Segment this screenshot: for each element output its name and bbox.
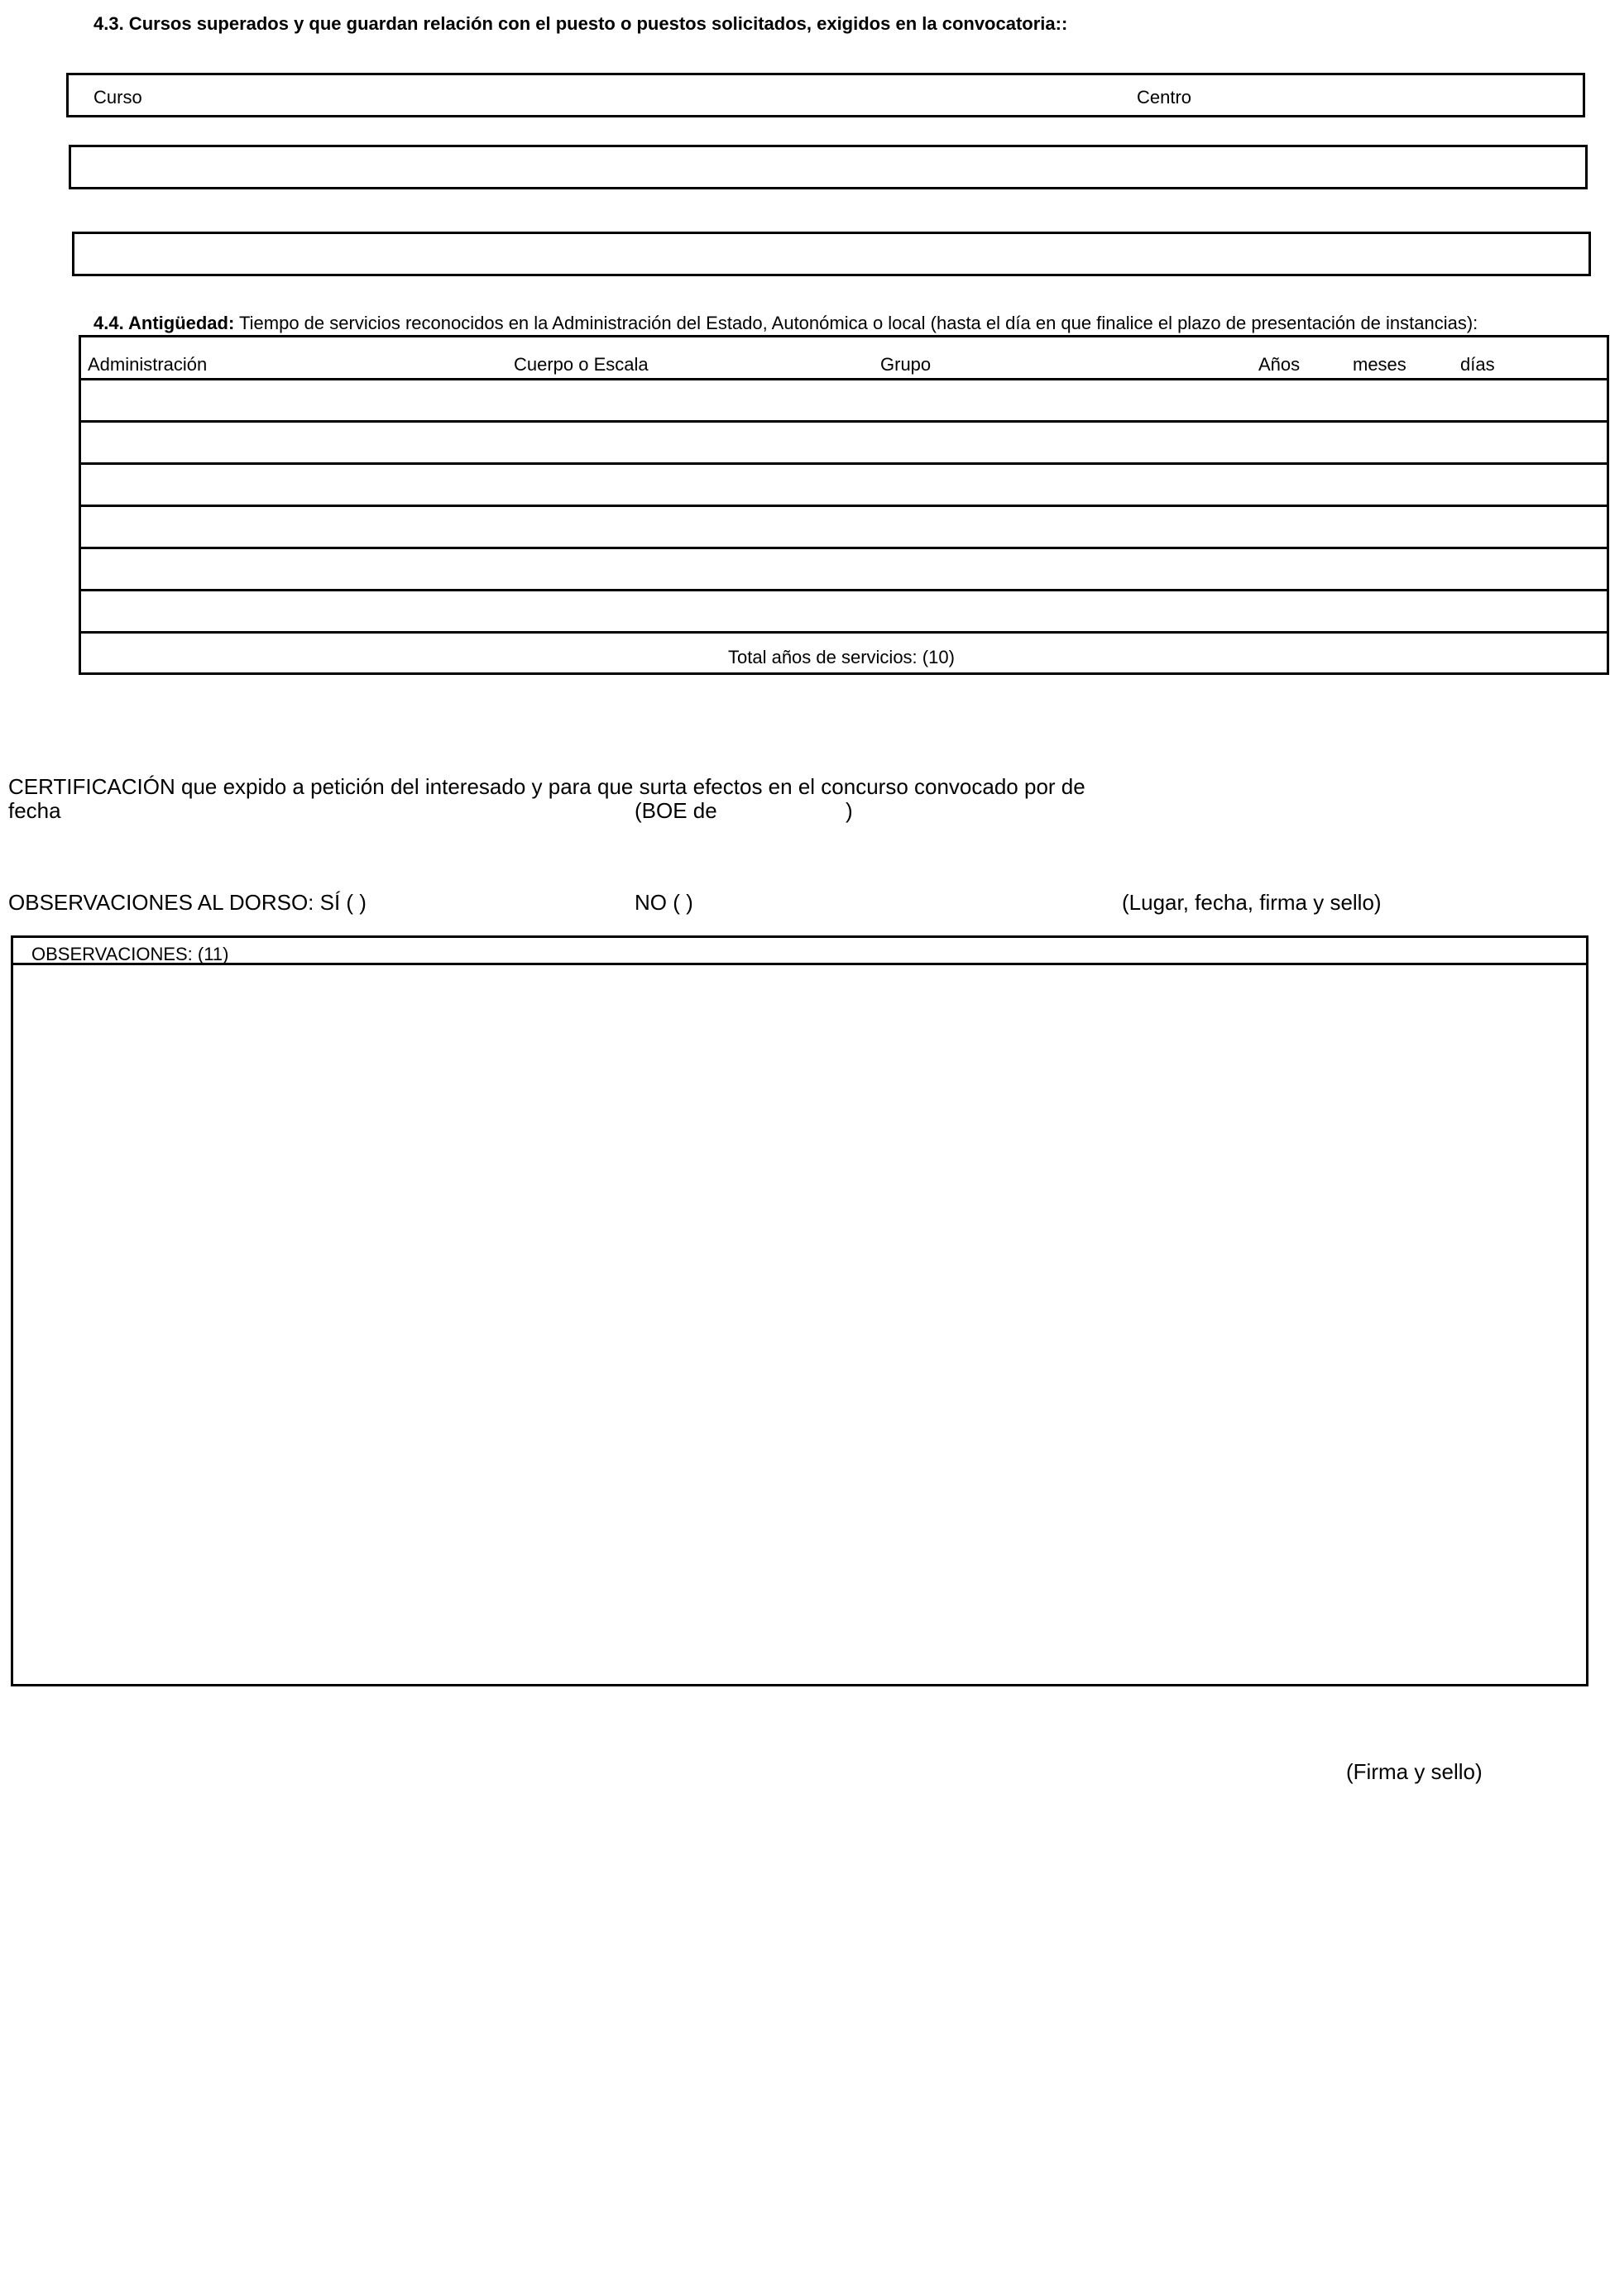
table-row[interactable] — [81, 462, 1607, 505]
col-dias: días — [1460, 354, 1495, 375]
courses-header-row — [66, 73, 1585, 117]
total-years-label: Total años de servicios: (10) — [728, 647, 955, 667]
section-44-heading-bold: 4.4. Antigüedad: — [93, 313, 235, 333]
seniority-table-header — [81, 337, 1607, 378]
table-row[interactable] — [81, 505, 1607, 548]
certification-boe: (BOE de — [635, 798, 717, 823]
certification-fecha: fecha — [8, 798, 61, 823]
course-entry-field-2[interactable] — [72, 232, 1591, 276]
table-row[interactable] — [81, 547, 1607, 590]
col-meses: meses — [1353, 354, 1406, 375]
col-curso-label: Curso — [93, 87, 142, 108]
place-date-signature-label: (Lugar, fecha, firma y sello) — [1122, 890, 1382, 915]
certification-text: CERTIFICACIÓN que expido a petición del interesado y para que surta efectos en el concurso convocado por de — [8, 774, 1085, 799]
certification-boe-close: ) — [846, 798, 853, 823]
col-anos: Años — [1258, 354, 1301, 375]
seniority-table — [79, 335, 1609, 675]
col-grupo: Grupo — [880, 354, 932, 375]
col-cuerpo-escala: Cuerpo o Escala — [514, 354, 649, 375]
table-row[interactable] — [81, 420, 1607, 463]
observations-label: OBSERVACIONES: (11) — [31, 944, 229, 964]
table-row[interactable] — [81, 589, 1607, 632]
course-entry-field-1[interactable] — [69, 145, 1588, 189]
observations-box — [11, 935, 1588, 1686]
col-centro-label: Centro — [1137, 87, 1192, 108]
section-44-heading — [93, 313, 1478, 334]
observations-back-yes[interactable]: OBSERVACIONES AL DORSO: SÍ ( ) — [8, 890, 367, 915]
section-43-heading: 4.3. Cursos superados y que guardan relación con el puesto o puestos solicitados, exigidos en la convocatoria:: — [93, 13, 1068, 34]
section-44-heading-text: Tiempo de servicios reconocidos en la Administración del Estado, Autonómica o local (hasta el día en que finalice el plazo de presentación de instancias): — [234, 313, 1478, 333]
signature-stamp-label: (Firma y sello) — [1346, 1759, 1483, 1784]
col-administracion: Administración — [88, 354, 208, 375]
table-total-row — [81, 631, 1607, 675]
observations-text-area[interactable] — [13, 965, 1586, 1684]
table-row[interactable] — [81, 378, 1607, 421]
observations-back-no[interactable]: NO ( ) — [635, 890, 693, 915]
observations-header — [13, 938, 1586, 965]
